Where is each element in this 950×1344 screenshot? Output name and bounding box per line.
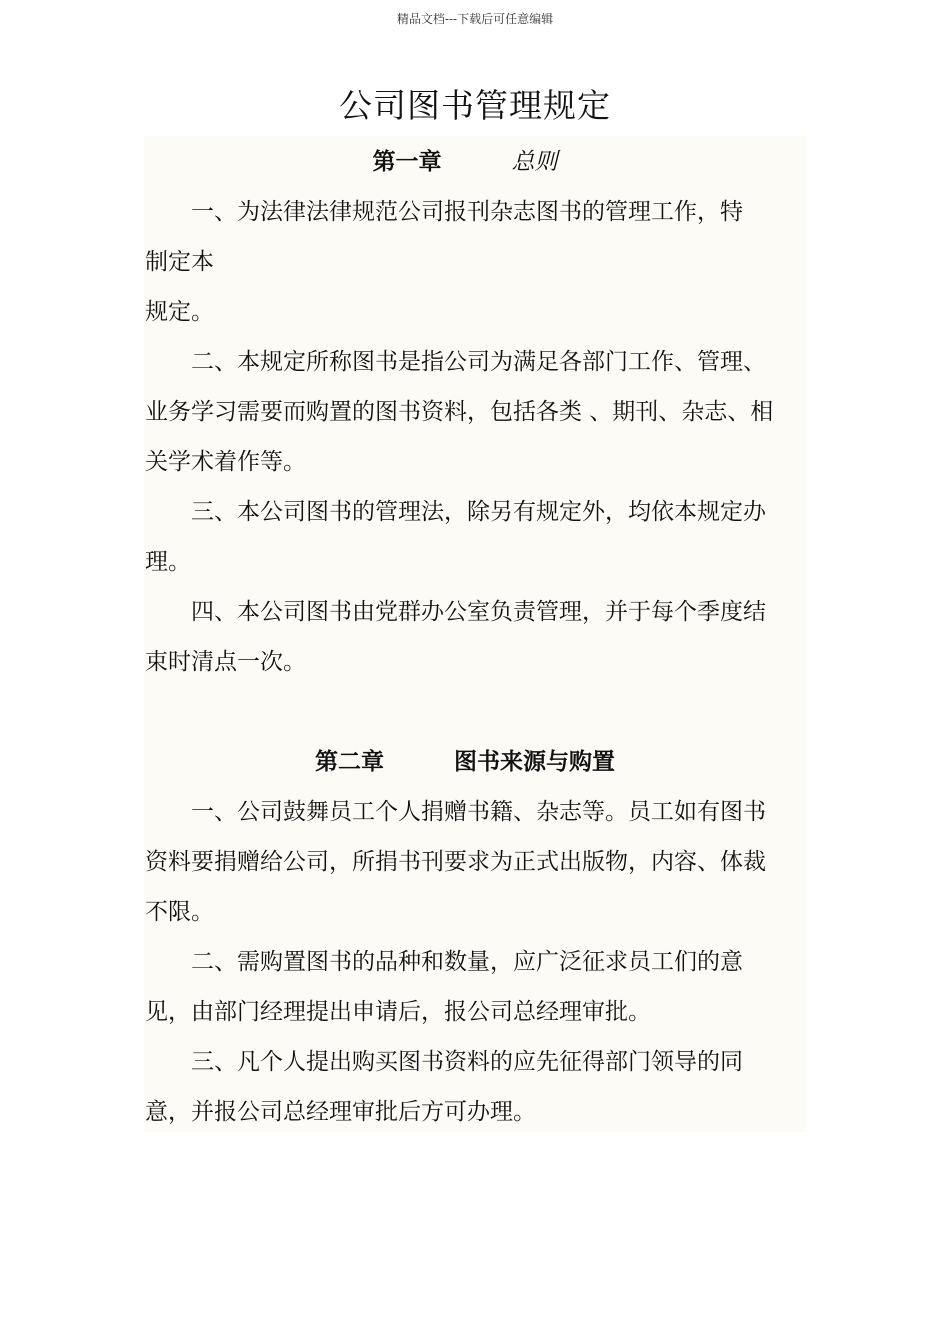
chapter-1-paragraph-2: 二、本规定所称图书是指公司为满足各部门工作、管理、业务学习需要而购置的图书资料，包括各类 、期刊、杂志、相关学术着作等。 <box>145 349 774 475</box>
chapter-1-paragraph-4: 四、本公司图书由党群办公室负责管理，并于每个季度结束时清点一次。 <box>145 599 766 675</box>
chapter-2-number: 第二章 <box>315 749 384 775</box>
chapter-2-paragraph-3: 三、凡个人提出购买图书资料的应先征得部门领导的同意，并报公司总经理审批后方可办理。 <box>145 1049 743 1125</box>
chapter-1-name: 总则 <box>511 149 558 175</box>
chapter-1-paragraph-1: 一、为法律法律规范公司报刊杂志图书的管理工作，特制定本 <box>145 199 743 275</box>
document-title: 公司图书管理规定 <box>339 86 611 125</box>
chapter-1-paragraph-1-cont: 规定。 <box>145 299 214 325</box>
chapter-2-paragraph-2: 二、需购置图书的品种和数量，应广泛征求员工们的意见，由部门经理提出申请后，报公司总经理审批。 <box>145 949 743 1025</box>
document-body <box>145 137 785 1137</box>
chapter-2-name: 图书来源与购置 <box>454 749 615 775</box>
chapter-1-paragraph-3: 三、本公司图书的管理法，除另有规定外，均依本规定办理。 <box>145 499 766 575</box>
chapter-1-heading <box>145 137 785 187</box>
chapter-2-heading <box>145 737 785 787</box>
page-header-note: 精品文档---下载后可任意编辑 <box>396 12 554 26</box>
chapter-1-number: 第一章 <box>372 149 442 175</box>
chapter-2-paragraph-1: 一、公司鼓舞员工个人捐赠书籍、杂志等。员工如有图书资料要捐赠给公司，所捐书刊要求为正式出版物，内容、体裁不限。 <box>145 799 766 925</box>
